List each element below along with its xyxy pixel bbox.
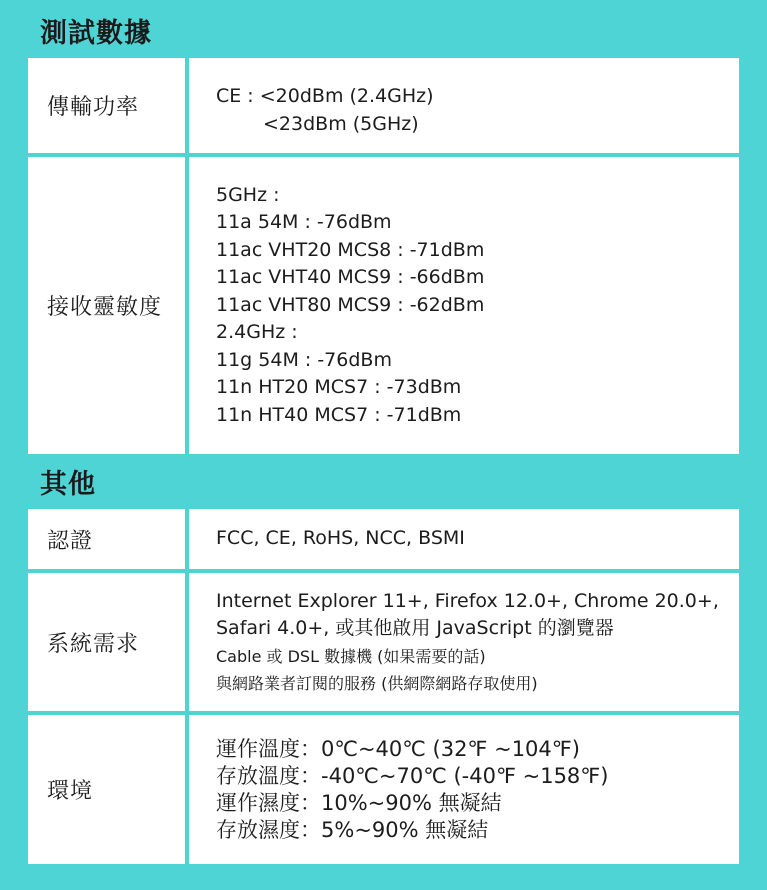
- value-line: <23dBm (5GHz): [263, 112, 419, 135]
- value-line: 11g 54M : -76dBm: [216, 348, 392, 371]
- value-line: 運作溫度：0℃~40℃ (32℉ ~104℉): [216, 736, 580, 761]
- row-value-environment: [189, 715, 739, 864]
- table-row-environment: [28, 715, 739, 864]
- value-line: 5GHz :: [216, 183, 280, 206]
- value-line: 11ac VHT80 MCS9 : -62dBm: [216, 293, 485, 316]
- value-line: 11ac VHT20 MCS8 : -71dBm: [216, 238, 485, 261]
- value-line: 11n HT20 MCS7 : -73dBm: [216, 376, 462, 399]
- row-value-certification: [189, 509, 739, 569]
- row-label-system-requirements: 系統需求: [28, 573, 185, 711]
- row-label-power: 傳輸功率: [28, 58, 185, 153]
- value-line: 11n HT40 MCS7 : -71dBm: [216, 403, 462, 426]
- row-value-rx-sensitivity: [189, 157, 739, 454]
- value-line: 存放溫度：-40℃~70℃ (-40℉ ~158℉): [216, 763, 609, 788]
- table-row-power: [28, 58, 739, 153]
- table-row-rx-sensitivity: [28, 157, 739, 454]
- row-label-environment: 環境: [28, 715, 185, 864]
- value-line: Cable 或 DSL 數據機 (如果需要的話): [216, 646, 486, 666]
- value-line: CE : <20dBm (2.4GHz): [216, 85, 434, 107]
- value-line: 11a 54M : -76dBm: [216, 211, 392, 234]
- table-row-certification: [28, 509, 739, 569]
- value-line: Internet Explorer 11+, Firefox 12.0+, Chrome 20.0+,: [216, 589, 719, 612]
- row-label-certification: 認證: [28, 509, 185, 569]
- section-title-test-data: 測試數據: [40, 17, 152, 49]
- table-row-system-requirements: [28, 573, 739, 711]
- row-value-system-requirements: [189, 573, 739, 711]
- section-title-other: 其他: [40, 469, 96, 500]
- value-line: 運作濕度：10%~90% 無凝結: [216, 790, 502, 815]
- other-table: [28, 509, 739, 864]
- row-value-power: [189, 58, 739, 153]
- value-line: 存放濕度：5%~90% 無凝結: [216, 817, 489, 842]
- value-line: Safari 4.0+, 或其他啟用 JavaScript 的瀏覽器: [216, 617, 614, 639]
- value-line: FCC, CE, RoHS, NCC, BSMI: [216, 527, 465, 550]
- value-line: 與網路業者訂閱的服務 (供網際網路存取使用): [216, 673, 538, 693]
- row-label-rx-sensitivity: 接收靈敏度: [28, 157, 185, 454]
- value-line: 2.4GHz :: [216, 321, 298, 344]
- value-line: 11ac VHT40 MCS9 : -66dBm: [216, 266, 485, 289]
- test-data-table: [28, 58, 739, 454]
